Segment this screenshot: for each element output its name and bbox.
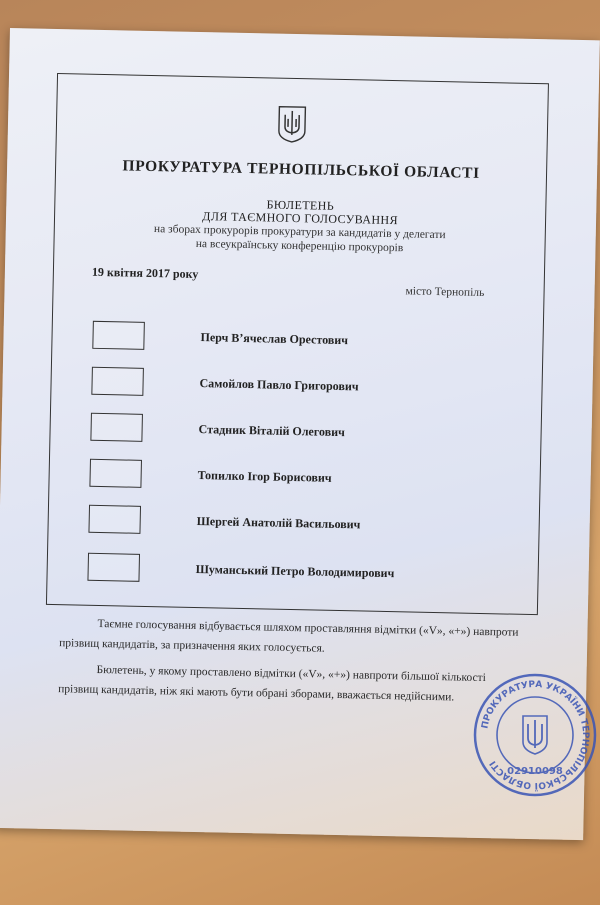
candidate-name: Самойлов Павло Григорович xyxy=(199,376,359,394)
ballot-title-line2: ДЛЯ ТАЄМНОГО ГОЛОСУВАННЯ xyxy=(202,209,399,228)
coat-of-arms-icon xyxy=(277,105,308,144)
voting-instructions: Таємне голосування відбувається шляхом проставляння відмітки («V», «+») навпроти прізвищ кандидатів, за призначення яких голосується. xyxy=(59,617,519,655)
vote-checkbox[interactable] xyxy=(89,459,142,488)
vote-checkbox[interactable] xyxy=(92,321,145,350)
vote-checkbox[interactable] xyxy=(87,553,140,582)
stamp-code: 02910098 xyxy=(507,766,563,777)
organization-title: ПРОКУРАТУРА ТЕРНОПІЛЬСЬКОЇ ОБЛАСТІ xyxy=(122,157,480,182)
vote-checkbox[interactable] xyxy=(90,413,143,442)
candidate-name: Перч В’ячеслав Орестович xyxy=(200,330,349,348)
ballot-subtitle-line1: на зборах прокурорів прокуратури за кандидатів у делегати xyxy=(153,223,446,242)
candidate-name: Стадник Віталій Олегович xyxy=(198,422,345,440)
ballot-date: 19 квітня 2017 року xyxy=(91,264,199,281)
candidate-name: Топилко Ігор Борисович xyxy=(197,468,332,485)
candidate-name: Шергей Анатолій Васильович xyxy=(196,514,361,532)
vote-checkbox[interactable] xyxy=(88,505,141,534)
candidate-name: Шуманський Петро Володимирович xyxy=(195,562,395,581)
ballot-title-line1: БЮЛЕТЕНЬ xyxy=(266,197,335,213)
official-stamp xyxy=(470,670,600,800)
stamp-ring-text: ПРОКУРАТУРА УКРАЇНИ ТЕРНОПІЛЬСЬКОЇ ОБЛАСТІ xyxy=(480,679,591,791)
invalid-ballot-note: Бюлетень, у якому проставлено відмітки («V», «+») навпроти більшої кількості прізвищ кандидатів, ніж які мають бути обрані зборами, вважається недійсними. xyxy=(58,663,486,704)
ballot-subtitle-line2: на всеукраїнську конференцію прокурорів xyxy=(195,237,404,255)
ballot-frame xyxy=(46,73,549,615)
ballot-city: місто Тернопіль xyxy=(405,285,485,299)
vote-checkbox[interactable] xyxy=(91,367,144,396)
trident-icon xyxy=(523,716,547,754)
